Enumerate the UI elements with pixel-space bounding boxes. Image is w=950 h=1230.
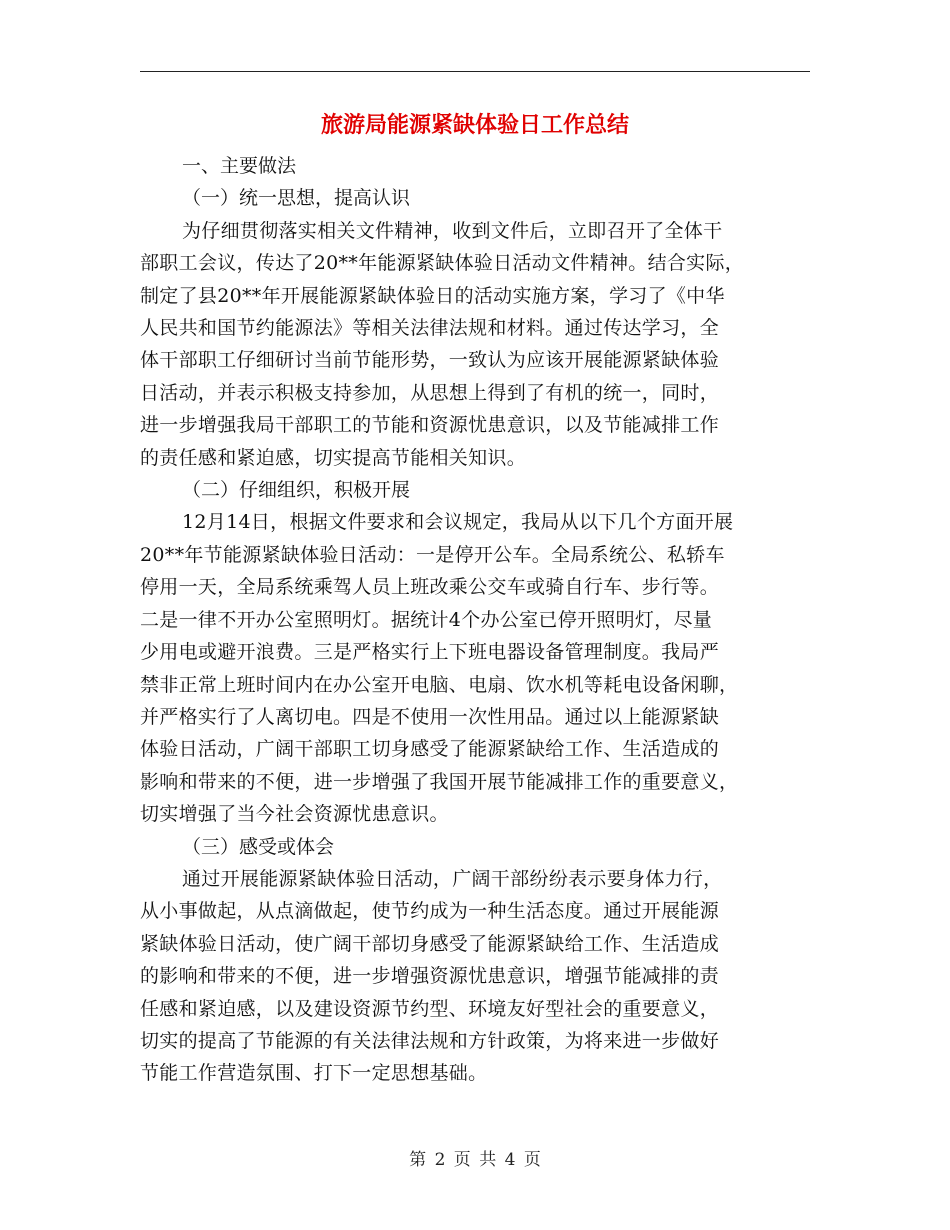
paragraph-2	[140, 506, 810, 830]
paragraph-line: 日活动，并表示积极支持参加，从思想上得到了有机的统一，同时，	[140, 381, 720, 404]
paragraph-line: 体干部职工仔细研讨当前节能形势，一致认为应该开展能源紧缺体验	[140, 349, 720, 372]
paragraph-line: 为仔细贯彻落实相关文件精神，收到文件后，立即召开了全体干	[182, 219, 723, 242]
document-body	[140, 150, 810, 1090]
paragraph-line: 的影响和带来的不便，进一步增强资源忧患意识，增强节能减排的责	[140, 965, 720, 988]
paragraph-line: 通过开展能源紧缺体验日活动，广阔干部纷纷表示要身体力行，	[182, 867, 723, 890]
paragraph-line: 体验日活动，广阔干部职工切身感受了能源紧缺给工作、生活造成的	[140, 738, 720, 761]
subsection-heading-1: （一）统一思想，提高认识	[182, 187, 411, 210]
header-rule	[140, 71, 810, 72]
paragraph-line: 影响和带来的不便，进一步增强了我国开展节能减排工作的重要意义，	[140, 770, 739, 793]
paragraph-line: 从小事做起，从点滴做起，使节约成为一种生活态度。通过开展能源	[140, 900, 720, 923]
paragraph-line: 紧缺体验日活动，使广阔干部切身感受了能源紧缺给工作、生活造成	[140, 932, 720, 955]
paragraph-line: 12月14日，根据文件要求和会议规定，我局从以下几个方面开展	[182, 511, 734, 534]
paragraph-line: 切实的提高了节能源的有关法律法规和方针政策，为将来进一步做好	[140, 1029, 720, 1052]
paragraph-line: 停用一天，全局系统乘驾人员上班改乘公交车或骑自行车、步行等。	[140, 576, 720, 599]
paragraph-line: 20**年节能源紧缺体验日活动：一是停开公车。全局系统公、私轿车	[140, 543, 725, 566]
paragraph-3	[140, 863, 810, 1090]
paragraph-line: 部职工会议，传达了20**年能源紧缺体验日活动文件精神。结合实际，	[140, 252, 745, 275]
paragraph-line: 切实增强了当今社会资源忧患意识。	[140, 803, 449, 826]
paragraph-line: 的责任感和紧迫感，切实提高节能相关知识。	[140, 446, 527, 469]
paragraph-line: 进一步增强我局干部职工的节能和资源忧患意识，以及节能减排工作	[140, 414, 720, 437]
paragraph-line: 少用电或避开浪费。三是严格实行上下班电器设备管理制度。我局严	[140, 641, 720, 664]
section-heading-main-practices: 一、主要做法	[182, 155, 297, 177]
paragraph-line: 禁非正常上班时间内在办公室开电脑、电扇、饮水机等耗电设备闲聊，	[140, 673, 739, 696]
paragraph-line: 节能工作营造氛围、打下一定思想基础。	[140, 1062, 488, 1085]
subsection-heading-3: （三）感受或体会	[182, 835, 335, 858]
page-number-footer: 第 2 页 共 4 页	[409, 1150, 541, 1170]
paragraph-line: 二是一律不开办公室照明灯。据统计4个办公室已停开照明灯，尽量	[140, 608, 713, 631]
paragraph-line: 并严格实行了人离切电。四是不使用一次性用品。通过以上能源紧缺	[140, 705, 720, 728]
paragraph-line: 任感和紧迫感，以及建设资源节约型、环境友好型社会的重要意义，	[140, 997, 720, 1020]
paragraph-1	[140, 215, 810, 474]
paragraph-line: 人民共和国节约能源法》等相关法律法规和材料。通过传达学习，全	[140, 317, 720, 340]
subsection-heading-2: （二）仔细组织，积极开展	[182, 479, 411, 502]
paragraph-line: 制定了县20**年开展能源紧缺体验日的活动实施方案，学习了《中华	[140, 284, 725, 307]
document-title: 旅游局能源紧缺体验日工作总结	[320, 112, 629, 138]
